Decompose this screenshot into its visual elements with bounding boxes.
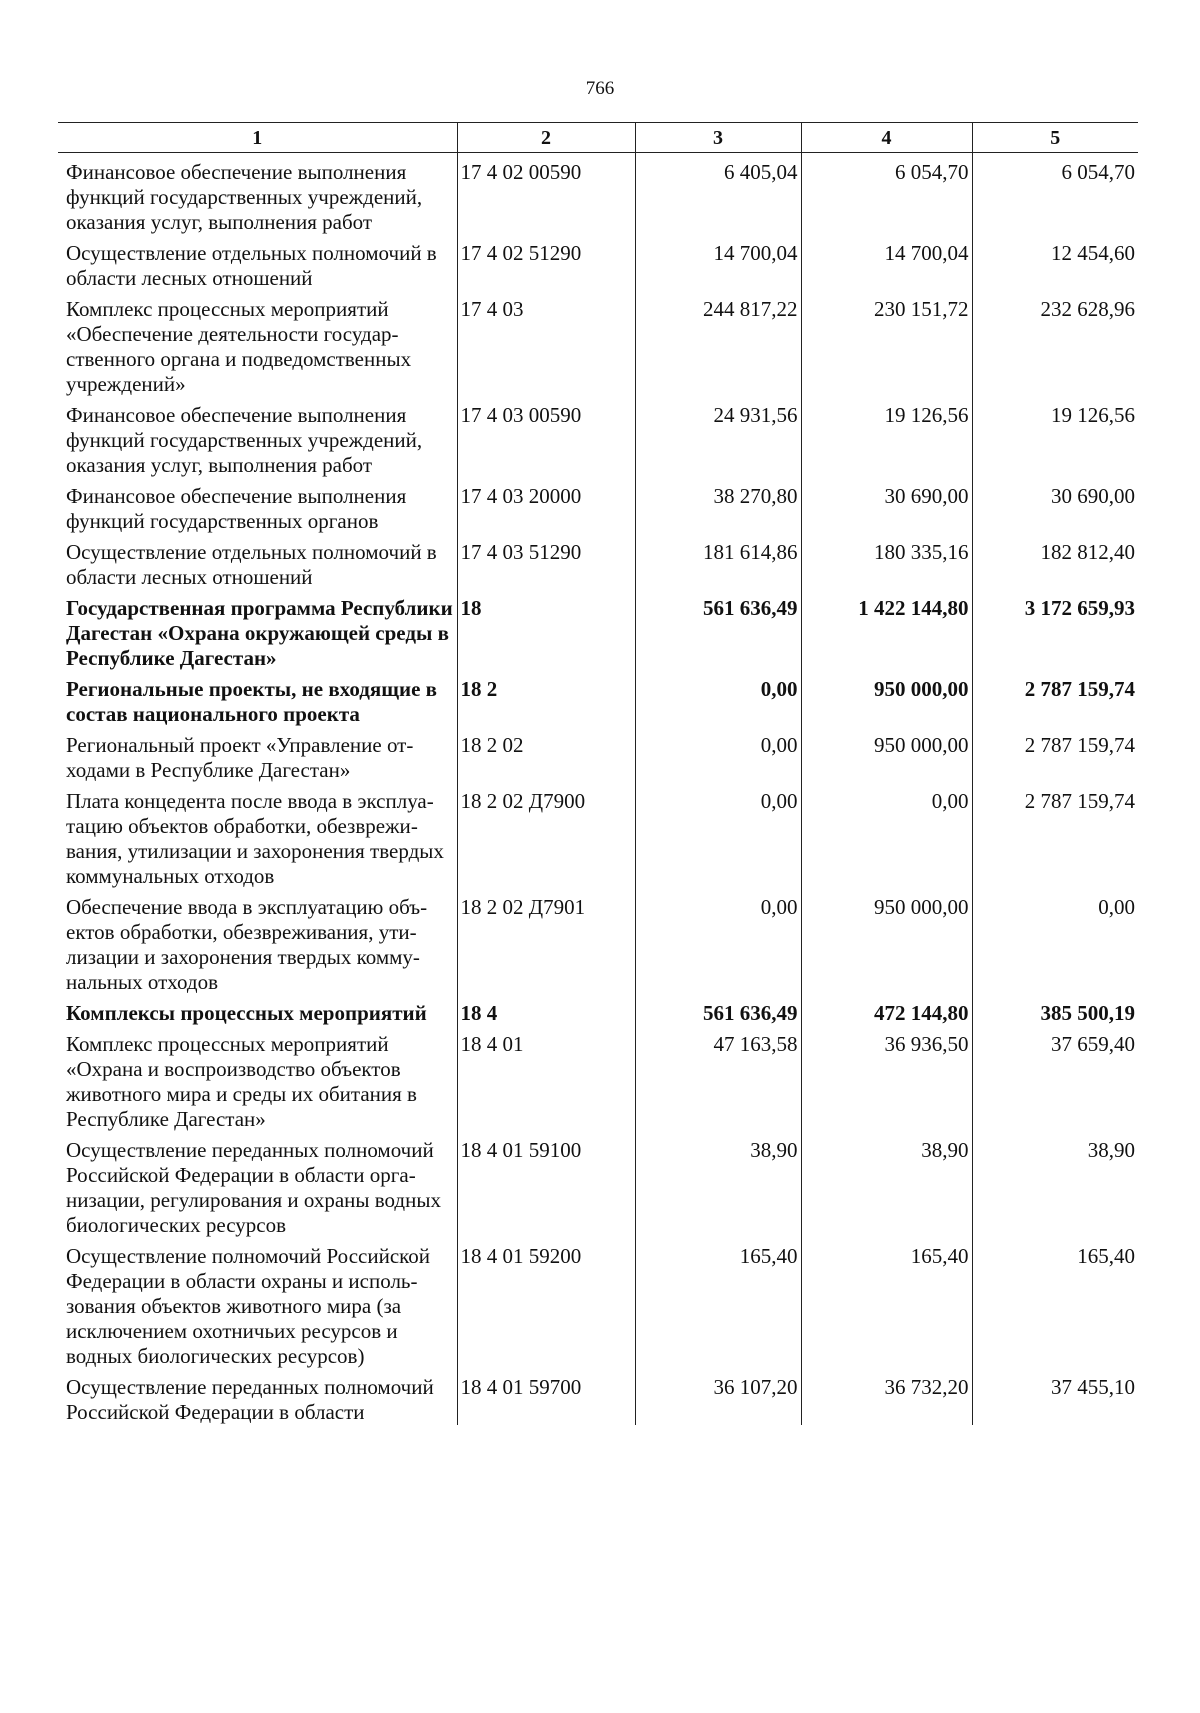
row-name-cell: Комплекс процессных мероприятий «Охрана и воспроизводство объектов животного мира и среды их обитания в Республике Дагестан» xyxy=(66,1032,417,1131)
table-row xyxy=(58,889,1138,995)
table-row xyxy=(58,534,1138,590)
row-code-cell: 18 4 01 59100 xyxy=(457,1132,635,1238)
row-value-col5-cell: 2 787 159,74 xyxy=(972,783,1138,889)
row-value-col3-cell: 24 931,56 xyxy=(635,397,801,478)
row-value-col3-cell: 244 817,22 xyxy=(635,291,801,397)
column-header-1: 1 xyxy=(58,123,457,153)
row-name-cell: Осуществление полномочий Российской Федерации в области охраны и использования объектов животного мира (за исключением охотничьих ресурсов и водных биологических ресурсов) xyxy=(66,1244,431,1368)
row-value-col5-cell: 182 812,40 xyxy=(972,534,1138,590)
row-code-cell: 18 4 01 xyxy=(457,1026,635,1132)
table-row xyxy=(58,1238,1138,1369)
table-row xyxy=(58,235,1138,291)
table-row xyxy=(58,478,1138,534)
row-code-cell: 18 2 02 Д7901 xyxy=(457,889,635,995)
row-value-col4-cell: 950 000,00 xyxy=(801,727,972,783)
table-row xyxy=(58,291,1138,397)
row-value-col3-cell: 0,00 xyxy=(635,727,801,783)
row-value-col4-cell: 0,00 xyxy=(801,783,972,889)
row-value-col4-cell: 230 151,72 xyxy=(801,291,972,397)
column-header-4: 4 xyxy=(801,123,972,153)
row-code-cell: 18 2 02 xyxy=(457,727,635,783)
row-value-col4-cell: 38,90 xyxy=(801,1132,972,1238)
row-name-cell: Региональный проект «Управление отходами в Республике Дагестан» xyxy=(66,733,414,782)
row-value-col4-cell: 6 054,70 xyxy=(801,153,972,236)
row-name-cell: Финансовое обеспечение выполнения функций государственных учреждений, оказания услуг, выполнения работ xyxy=(66,403,423,477)
row-code-cell: 17 4 02 00590 xyxy=(457,153,635,236)
row-code-cell: 17 4 02 51290 xyxy=(457,235,635,291)
table-row xyxy=(58,1132,1138,1238)
row-code-cell: 18 2 02 Д7900 xyxy=(457,783,635,889)
row-code-cell: 17 4 03 00590 xyxy=(457,397,635,478)
row-value-col3-cell: 36 107,20 xyxy=(635,1369,801,1425)
table-row xyxy=(58,1369,1138,1425)
row-value-col4-cell: 950 000,00 xyxy=(801,671,972,727)
column-header-3: 3 xyxy=(635,123,801,153)
row-value-col4-cell: 950 000,00 xyxy=(801,889,972,995)
table-row xyxy=(58,783,1138,889)
column-header-2: 2 xyxy=(457,123,635,153)
row-value-col3-cell: 6 405,04 xyxy=(635,153,801,236)
table-row xyxy=(58,727,1138,783)
row-code-cell: 18 xyxy=(457,590,635,671)
row-value-col4-cell: 36 732,20 xyxy=(801,1369,972,1425)
row-code-cell: 17 4 03 51290 xyxy=(457,534,635,590)
row-name-cell: Комплекс процессных мероприятий «Обеспечение деятельности государственного органа и подведомственных учреждений» xyxy=(66,297,412,396)
row-name-cell: Региональные проекты, не входящие в состав национального проекта xyxy=(66,677,437,726)
row-value-col4-cell: 165,40 xyxy=(801,1238,972,1369)
row-code-cell: 18 4 01 59200 xyxy=(457,1238,635,1369)
row-name-cell: Осуществление переданных полномочий Российской Федерации в области организации, регулирования и охраны водных биологических ресурсов xyxy=(66,1138,441,1237)
row-name-cell: Плата концедента после ввода в эксплуатацию объектов обработки, обезвреживания, утилизации и захоронения твердых коммунальных отходов xyxy=(66,789,444,888)
row-name-cell: Осуществление переданных полномочий Российской Федерации в области xyxy=(66,1375,434,1424)
row-value-col5-cell: 30 690,00 xyxy=(972,478,1138,534)
row-value-col5-cell: 3 172 659,93 xyxy=(972,590,1138,671)
row-value-col3-cell: 38 270,80 xyxy=(635,478,801,534)
budget-table xyxy=(58,122,1138,1425)
row-value-col5-cell: 385 500,19 xyxy=(972,995,1138,1026)
row-name-cell: Государственная программа Республики Дагестан «Охрана окружающей среды в Республике Дагестан» xyxy=(66,596,453,670)
row-value-col3-cell: 0,00 xyxy=(635,783,801,889)
row-value-col3-cell: 181 614,86 xyxy=(635,534,801,590)
row-value-col3-cell: 165,40 xyxy=(635,1238,801,1369)
row-value-col4-cell: 36 936,50 xyxy=(801,1026,972,1132)
row-value-col3-cell: 561 636,49 xyxy=(635,995,801,1026)
table-row xyxy=(58,153,1138,236)
row-value-col5-cell: 0,00 xyxy=(972,889,1138,995)
table-row xyxy=(58,397,1138,478)
row-value-col5-cell: 165,40 xyxy=(972,1238,1138,1369)
column-header-5: 5 xyxy=(972,123,1138,153)
table-row xyxy=(58,1026,1138,1132)
table-row xyxy=(58,590,1138,671)
row-name-cell: Осуществление отдельных полномочий в области лесных отношений xyxy=(66,241,437,290)
row-value-col3-cell: 0,00 xyxy=(635,889,801,995)
row-code-cell: 18 4 01 59700 xyxy=(457,1369,635,1425)
row-name-cell: Осуществление отдельных полномочий в области лесных отношений xyxy=(66,540,437,589)
row-value-col4-cell: 472 144,80 xyxy=(801,995,972,1026)
row-value-col5-cell: 12 454,60 xyxy=(972,235,1138,291)
row-code-cell: 17 4 03 xyxy=(457,291,635,397)
table-body xyxy=(58,153,1138,1426)
row-name-cell: Обеспечение ввода в эксплуатацию объектов обработки, обезвреживания, утилизации и захоронения твердых коммунальных отходов xyxy=(66,895,428,994)
row-code-cell: 17 4 03 20000 xyxy=(457,478,635,534)
row-value-col3-cell: 38,90 xyxy=(635,1132,801,1238)
row-code-cell: 18 2 xyxy=(457,671,635,727)
row-value-col4-cell: 180 335,16 xyxy=(801,534,972,590)
table-row xyxy=(58,995,1138,1026)
table-header-row xyxy=(58,123,1138,153)
row-value-col5-cell: 232 628,96 xyxy=(972,291,1138,397)
row-value-col5-cell: 6 054,70 xyxy=(972,153,1138,236)
row-value-col3-cell: 47 163,58 xyxy=(635,1026,801,1132)
row-value-col5-cell: 37 659,40 xyxy=(972,1026,1138,1132)
row-value-col5-cell: 2 787 159,74 xyxy=(972,671,1138,727)
row-value-col4-cell: 30 690,00 xyxy=(801,478,972,534)
row-value-col5-cell: 38,90 xyxy=(972,1132,1138,1238)
row-value-col5-cell: 19 126,56 xyxy=(972,397,1138,478)
row-value-col5-cell: 37 455,10 xyxy=(972,1369,1138,1425)
table-row xyxy=(58,671,1138,727)
row-value-col3-cell: 561 636,49 xyxy=(635,590,801,671)
row-name-cell: Финансовое обеспечение выполнения функций государственных органов xyxy=(66,484,407,533)
row-value-col3-cell: 0,00 xyxy=(635,671,801,727)
row-value-col3-cell: 14 700,04 xyxy=(635,235,801,291)
row-value-col4-cell: 19 126,56 xyxy=(801,397,972,478)
row-value-col4-cell: 1 422 144,80 xyxy=(801,590,972,671)
row-code-cell: 18 4 xyxy=(457,995,635,1026)
page-number: 766 xyxy=(585,78,615,99)
row-value-col4-cell: 14 700,04 xyxy=(801,235,972,291)
row-name-cell: Финансовое обеспечение выполнения функций государственных учреждений, оказания услуг, выполнения работ xyxy=(66,160,423,234)
row-name-cell: Комплексы процессных мероприятий xyxy=(66,1001,427,1025)
row-value-col5-cell: 2 787 159,74 xyxy=(972,727,1138,783)
